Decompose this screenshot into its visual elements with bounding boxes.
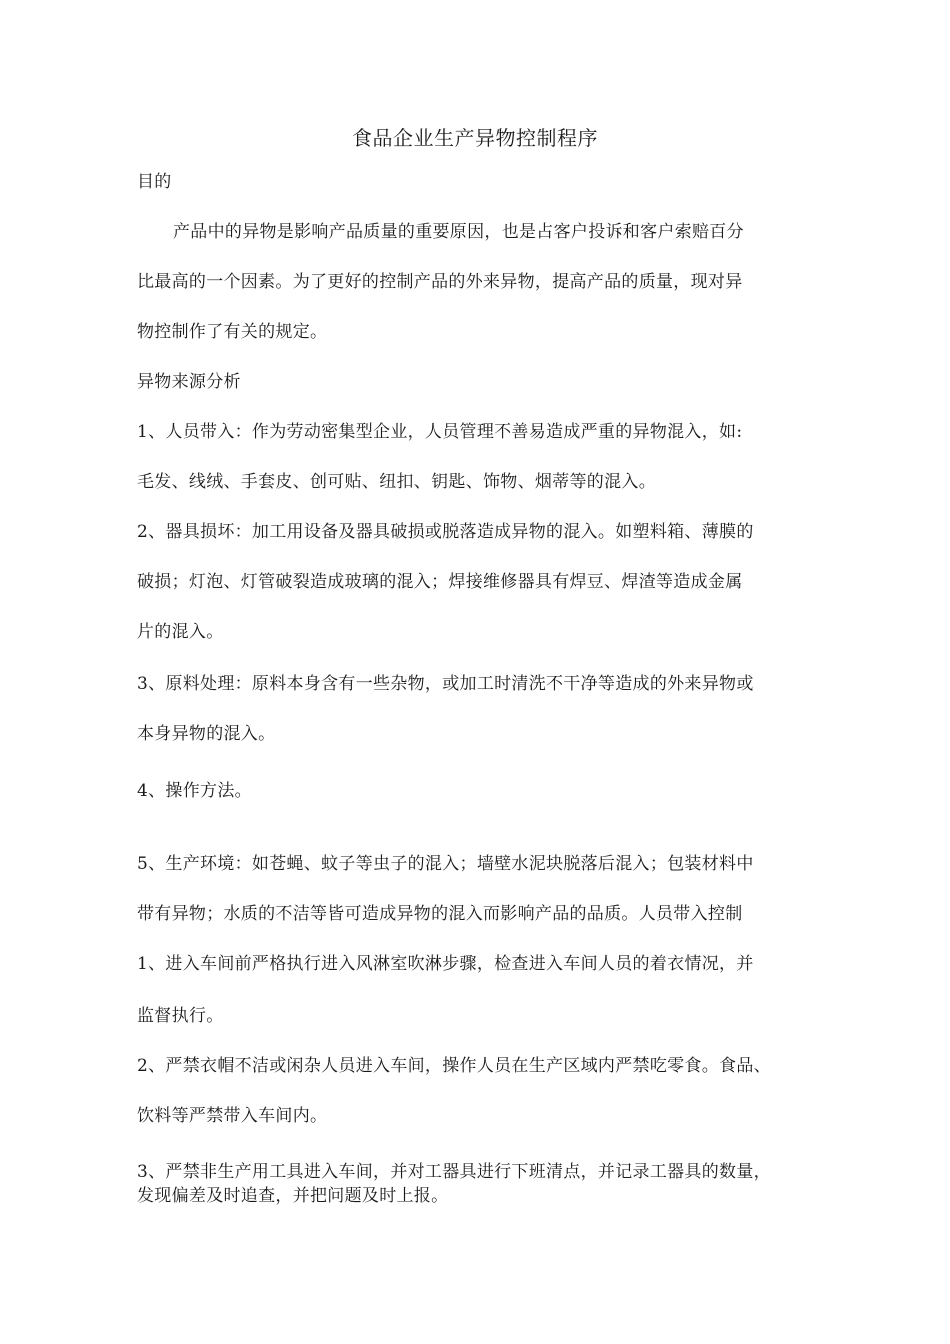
paragraph-line: 3、原料处理：原料本身含有一些杂物，或加工时清洗不干净等造成的外来异物或 <box>137 674 754 694</box>
paragraph-line: 5、生产环境：如苍蝇、蚊子等虫子的混入；墙壁水泥块脱落后混入；包装材料中 <box>137 854 754 874</box>
paragraph-line: 2、器具损坏：加工用设备及器具破损或脱落造成异物的混入。如塑料箱、薄膜的 <box>137 522 754 542</box>
section-heading-source-analysis: 异物来源分析 <box>137 372 241 392</box>
paragraph-line: 饮料等严禁带入车间内。 <box>137 1106 328 1126</box>
paragraph-line: 1、进入车间前严格执行进入风淋室吹淋步骤，检查进入车间人员的着衣情况，并 <box>137 954 754 974</box>
paragraph-line: 产品中的异物是影响产品质量的重要原因，也是占客户投诉和客户索赔百分 <box>173 222 744 242</box>
paragraph-line: 发现偏差及时追查，并把问题及时上报。 <box>137 1186 449 1206</box>
paragraph-line: 带有异物；水质的不洁等皆可造成异物的混入而影响产品的品质。人员带入控制 <box>137 904 743 924</box>
document-title: 食品企业生产异物控制程序 <box>352 126 598 150</box>
paragraph-line: 监督执行。 <box>137 1006 224 1026</box>
paragraph-line: 破损；灯泡、灯管破裂造成玻璃的混入；焊接维修器具有焊豆、焊渣等造成金属 <box>137 572 743 592</box>
paragraph-line: 2、严禁衣帽不洁或闲杂人员进入车间，操作人员在生产区域内严禁吃零食。食品、 <box>137 1056 771 1076</box>
paragraph-line: 比最高的一个因素。为了更好的控制产品的外来异物，提高产品的质量，现对异 <box>137 272 743 292</box>
paragraph-line: 4、操作方法。 <box>137 781 252 801</box>
paragraph-line: 3、严禁非生产用工具进入车间，并对工器具进行下班清点，并记录工器具的数量， <box>137 1162 771 1182</box>
paragraph-line: 毛发、线绒、手套皮、创可贴、纽扣、钥匙、饰物、烟蒂等的混入。 <box>137 472 656 492</box>
paragraph-line: 片的混入。 <box>137 622 224 642</box>
paragraph-line: 物控制作了有关的规定。 <box>137 322 328 342</box>
paragraph-line: 1、人员带入：作为劳动密集型企业，人员管理不善易造成严重的异物混入，如: <box>137 422 743 442</box>
section-heading-purpose: 目的 <box>137 172 172 192</box>
paragraph-line: 本身异物的混入。 <box>137 724 276 744</box>
